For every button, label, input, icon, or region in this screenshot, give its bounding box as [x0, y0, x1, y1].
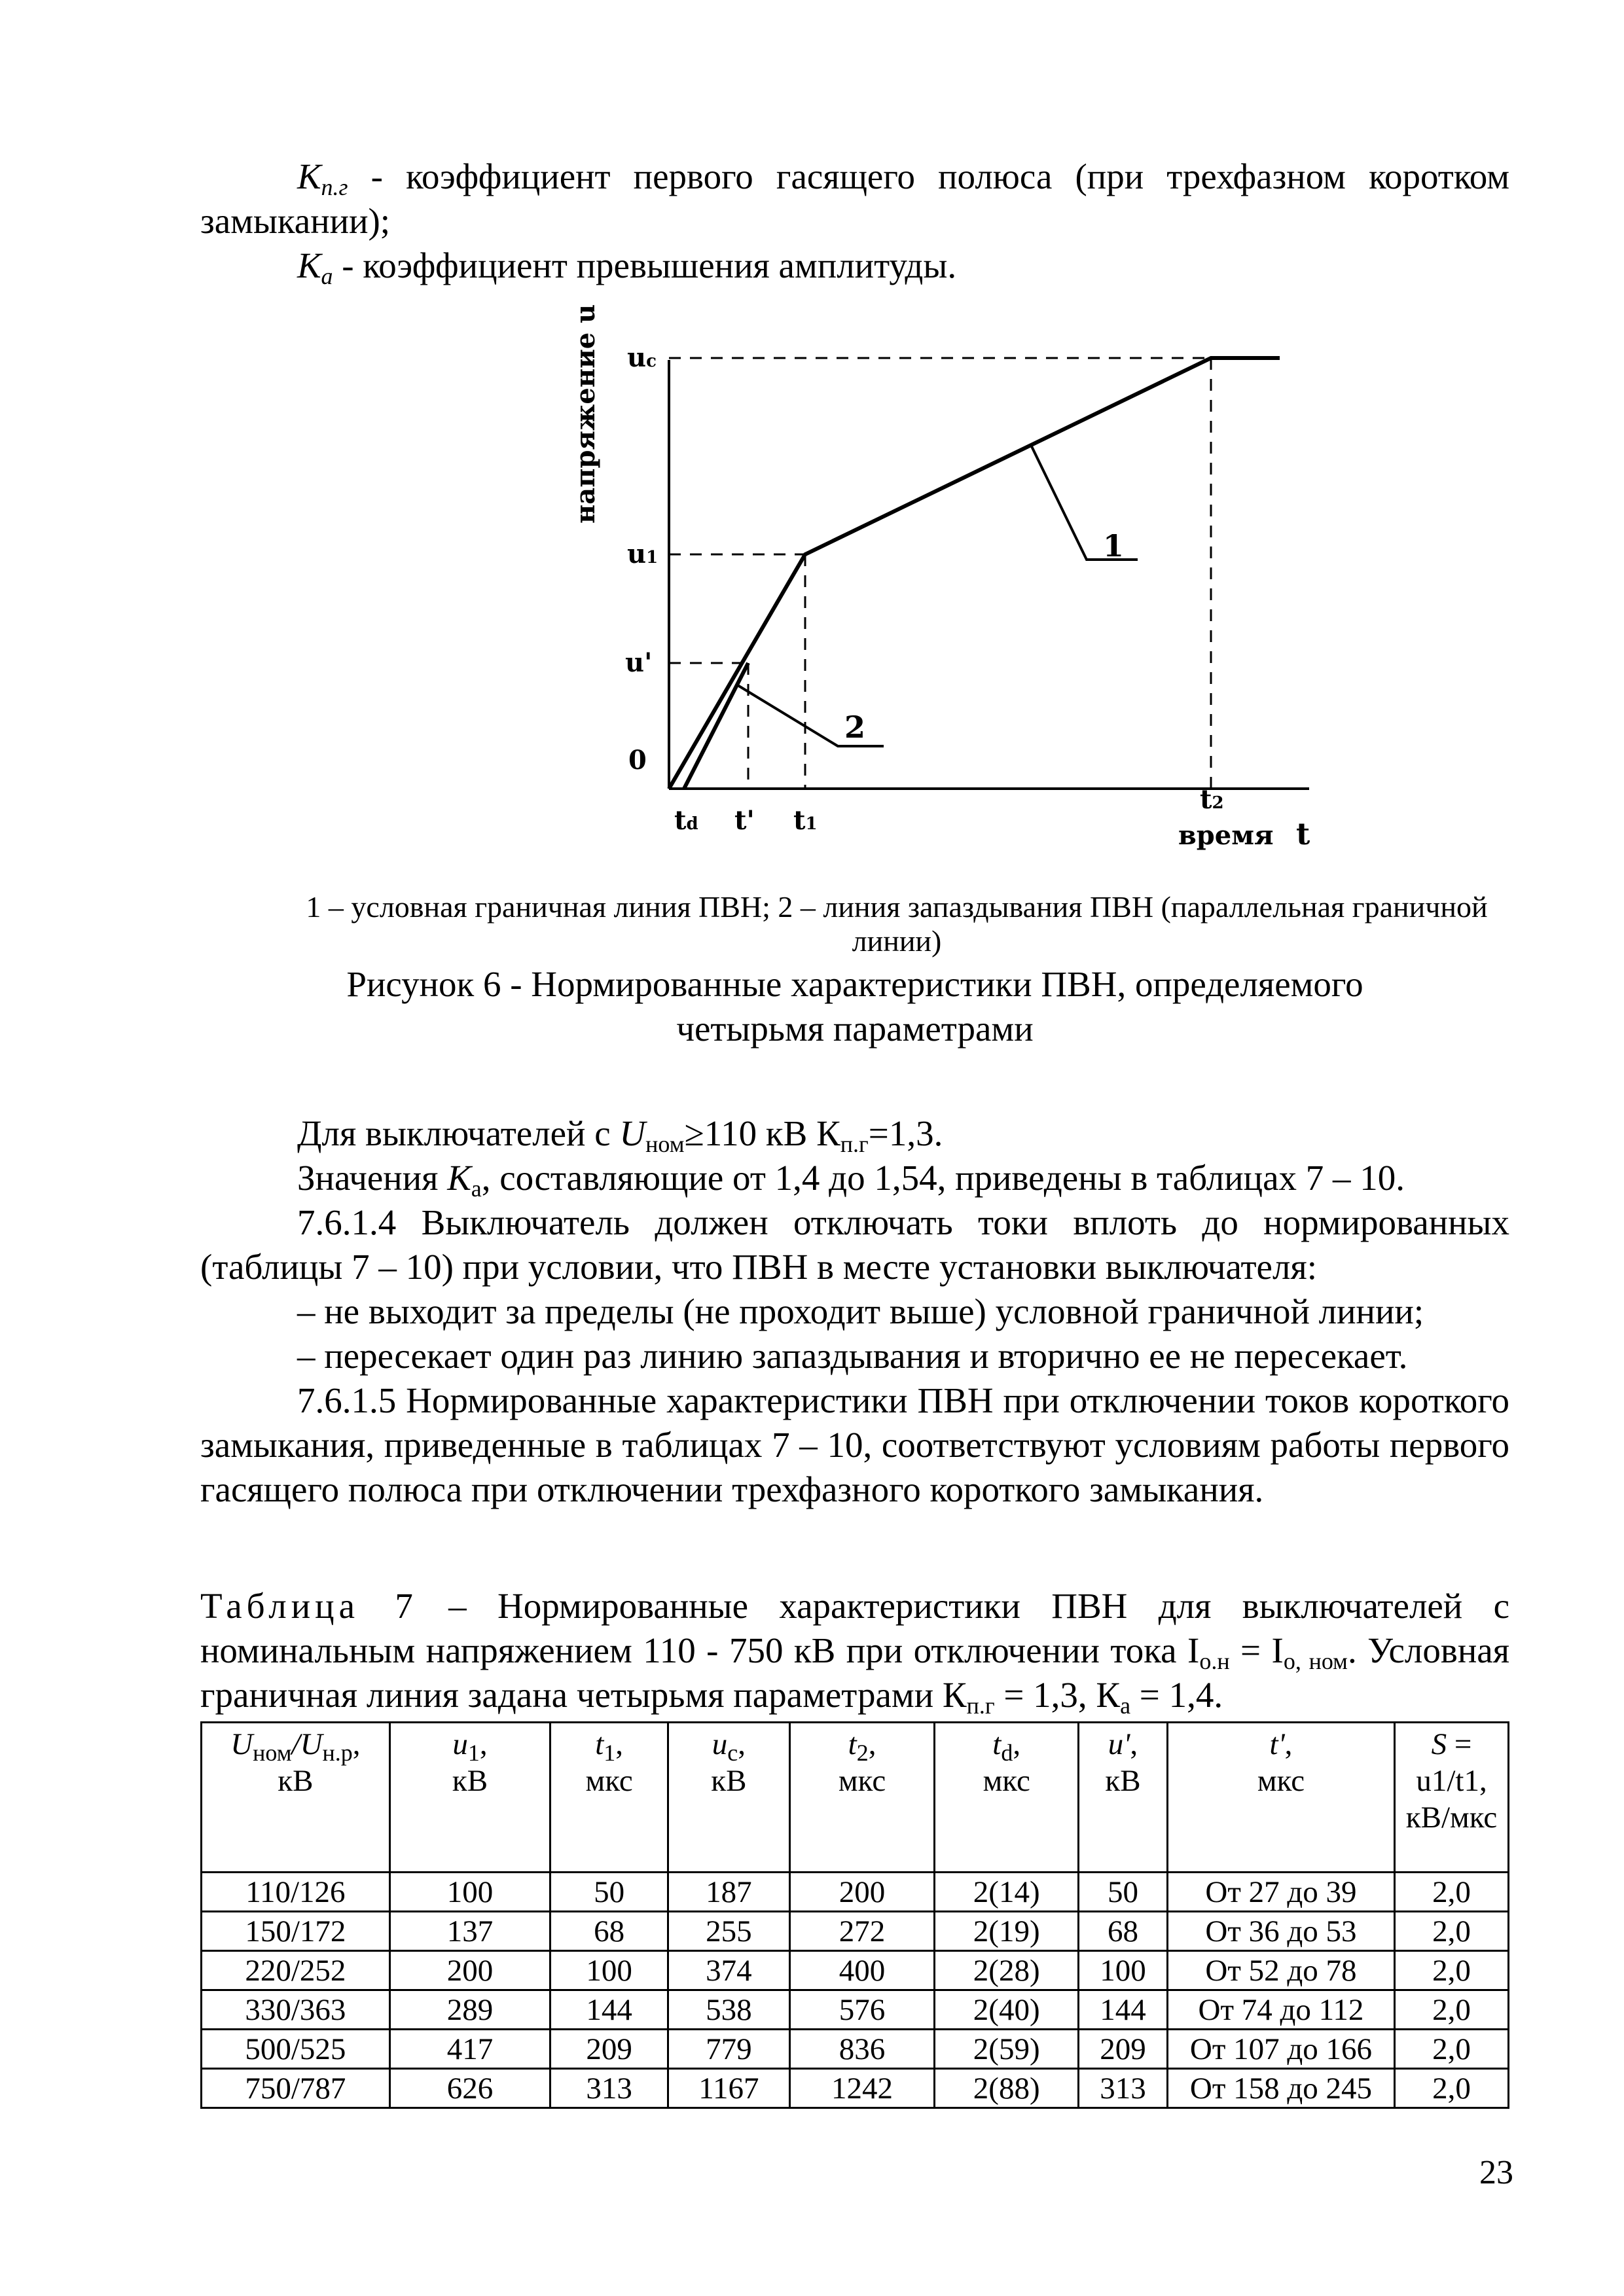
table-cell: 68	[1079, 1912, 1168, 1951]
x-tick-td: td	[674, 805, 698, 836]
ka-symbol: $К_а$	[297, 245, 333, 289]
table-cell: 2,0	[1395, 1951, 1509, 1990]
table-cell: 2,0	[1395, 1873, 1509, 1912]
table-cell: 374	[668, 1951, 789, 1990]
y-axis-label: напряжение u	[570, 304, 601, 524]
table-cell: 1167	[668, 2069, 789, 2108]
table-cell: 100	[1079, 1951, 1168, 1990]
table-row	[202, 1873, 1509, 1912]
table-cell: 50	[1079, 1873, 1168, 1912]
x-axis-symbol: t	[1296, 816, 1310, 852]
header-uc: $u_c$, кВ	[668, 1723, 789, 1873]
delay-line-2	[684, 663, 748, 789]
table-cell: 144	[550, 1990, 668, 2030]
table-cell: 200	[389, 1951, 550, 1990]
table-cell: 255	[668, 1912, 789, 1951]
figure-caption: Рисунок 6 - Нормированные характеристики ПВН, определяемого четырьмя параметрами	[346, 964, 1363, 1049]
table-cell: 137	[389, 1912, 550, 1951]
header-u-nom: $U_{ном}/U_{н.р}$, кВ	[202, 1723, 390, 1873]
table-cell: 313	[550, 2069, 668, 2108]
table-cell: От 52 до 78	[1167, 1951, 1394, 1990]
table-cell: 750/787	[202, 2069, 390, 2108]
table-cell: От 107 до 166	[1167, 2030, 1394, 2069]
table-cell: 779	[668, 2030, 789, 2069]
x-tick-t-prime: t'	[734, 805, 755, 836]
bullet-1: – не выходит за пределы (не проходит выше) условной граничной линии;	[297, 1291, 1424, 1331]
table-7	[200, 1721, 1509, 2109]
table-cell: 2(19)	[935, 1912, 1079, 1951]
boundary-line-1	[669, 358, 1280, 789]
table-cell: 200	[789, 1873, 935, 1912]
table-body	[202, 1873, 1509, 2108]
kpg-definition: $К_{п.г}$ - коэффициент первого гасящего полюса (при трехфазном коротком замыкании);	[200, 156, 1509, 241]
table-cell: От 158 до 245	[1167, 2069, 1394, 2108]
paragraph-1: Для выключателей с $U_{ном}\ge 110$ кВ $К_{п.г}=1,3$.	[297, 1113, 943, 1157]
curve-label-2: 2	[844, 709, 866, 745]
table-cell: 272	[789, 1912, 935, 1951]
table-cell: 626	[389, 2069, 550, 2108]
table-cell: 2,0	[1395, 2030, 1509, 2069]
table-cell: 2,0	[1395, 2069, 1509, 2108]
table-cell: 187	[668, 1873, 789, 1912]
y-tick-u-prime: u'	[625, 647, 653, 678]
header-t2: $t_2$, мкс	[789, 1723, 935, 1873]
table-cell: 2,0	[1395, 1990, 1509, 2030]
table-row	[202, 2069, 1509, 2108]
table-caption: Таблица 7 – Нормированные характеристики ПВН для выключателей с номинальным напряжением 110 - 750 кВ при отключении тока $I_{о.н} = I_{о, ном}$. Условная граничная линия задана четырьмя параметрами $К_{п.г} = 1,3$, $К_а = 1,4$.	[200, 1586, 1509, 1719]
table-cell: 100	[389, 1873, 550, 1912]
header-s: S = u1/t1, кВ/мкс	[1395, 1723, 1509, 1873]
y-tick-zero: 0	[628, 745, 647, 776]
table-row	[202, 1912, 1509, 1951]
table-cell: 2(14)	[935, 1873, 1079, 1912]
paragraph-2: Значения $К_а$, составляющие от 1,4 до 1,54, приведены в таблицах 7 – 10.	[297, 1158, 1405, 1202]
table-cell: 330/363	[202, 1990, 390, 2030]
table-cell: 209	[550, 2030, 668, 2069]
table-cell: От 74 до 112	[1167, 1990, 1394, 2030]
table-cell: 2(88)	[935, 2069, 1079, 2108]
page-number: 23	[1479, 2154, 1513, 2191]
kpg-symbol: $К_{п.г}$	[297, 156, 348, 200]
table-cell: 538	[668, 1990, 789, 2030]
table-cell: 289	[389, 1990, 550, 2030]
table-cell: 2(40)	[935, 1990, 1079, 2030]
header-u-prime: u', кВ	[1079, 1723, 1168, 1873]
table-cell: 110/126	[202, 1873, 390, 1912]
table-cell: 2,0	[1395, 1912, 1509, 1951]
table-cell: 1242	[789, 2069, 935, 2108]
header-u1: $u_1$, кВ	[389, 1723, 550, 1873]
table-cell: 2(28)	[935, 1951, 1079, 1990]
table-cell: 100	[550, 1951, 668, 1990]
table-cell: 417	[389, 2030, 550, 2069]
header-t1: $t_1$, мкс	[550, 1723, 668, 1873]
table-cell: 836	[789, 2030, 935, 2069]
table-cell: От 27 до 39	[1167, 1873, 1394, 1912]
table-cell: 313	[1079, 2069, 1168, 2108]
table-row	[202, 1990, 1509, 2030]
paragraph-7-6-1-4: 7.6.1.4 Выключатель должен отключать токи вплоть до нормированных (таблицы 7 – 10) при условии, что ПВН в месте установки выключателя:	[200, 1202, 1509, 1287]
table-cell: 576	[789, 1990, 935, 2030]
bullet-2: – пересекает один раз линию запаздывания и вторично ее не пересекает.	[297, 1336, 1408, 1376]
x-tick-t1: t1	[793, 805, 818, 836]
table-cell: 68	[550, 1912, 668, 1951]
y-tick-uc: uc	[627, 342, 657, 373]
x-axis-label: время	[1178, 820, 1274, 851]
figure-legend-note: 1 – условная граничная линия ПВН; 2 – линия запаздывания ПВН (параллельная граничной линии)	[306, 890, 1488, 958]
header-t-prime: t', мкс	[1167, 1723, 1394, 1873]
y-tick-u1: u1	[627, 539, 659, 569]
ka-definition: $К_а$ - коэффициент превышения амплитуды.	[297, 245, 957, 289]
table-cell: 220/252	[202, 1951, 390, 1990]
table-cell: 150/172	[202, 1912, 390, 1951]
curve-label-1: 1	[1103, 528, 1125, 564]
table-cell: 144	[1079, 1990, 1168, 2030]
table-cell: 2(59)	[935, 2030, 1079, 2069]
table-cell: 209	[1079, 2030, 1168, 2069]
table-cell: 500/525	[202, 2030, 390, 2069]
table-cell: 400	[789, 1951, 935, 1990]
guide-lines	[669, 358, 1211, 789]
figure-6-chart	[550, 281, 1348, 870]
x-tick-t2: t2	[1200, 784, 1224, 815]
paragraph-7-6-1-5: 7.6.1.5 Нормированные характеристики ПВН при отключении токов короткого замыкания, приведенные в таблицах 7 – 10, соответствуют условиям работы первого гасящего полюса при отключении трехфазного короткого замыкания.	[200, 1380, 1509, 1509]
table-cell: От 36 до 53	[1167, 1912, 1394, 1951]
table-row	[202, 1951, 1509, 1990]
table-row	[202, 2030, 1509, 2069]
table-header-row	[202, 1723, 1509, 1873]
table-cell: 50	[550, 1873, 668, 1912]
header-td: $t_d$, мкс	[935, 1723, 1079, 1873]
